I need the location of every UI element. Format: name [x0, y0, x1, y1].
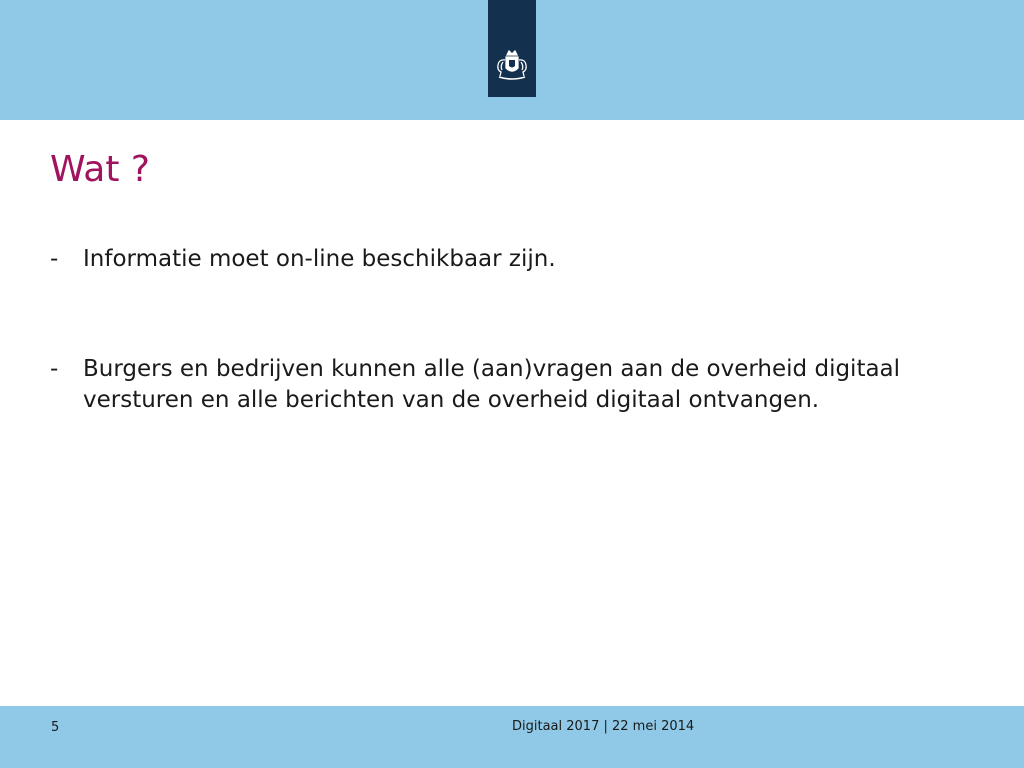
slide-title: Wat ?	[50, 149, 151, 190]
bullet-marker: -	[50, 356, 59, 382]
page-number: 5	[51, 720, 60, 735]
government-logo	[488, 0, 536, 97]
bullet-marker: -	[50, 246, 59, 272]
coat-of-arms-icon	[491, 48, 533, 84]
bullet-item	[50, 244, 930, 275]
bullet-text: Burgers en bedrijven kunnen alle (aan)vragen aan de overheid digitaal versturen en alle berichten van de overheid digitaal ontvangen.	[83, 356, 901, 413]
footer-text: Digitaal 2017 | 22 mei 2014	[512, 719, 695, 734]
bullet-item	[50, 354, 930, 416]
footer-band	[0, 706, 1024, 768]
bullet-list	[50, 244, 930, 416]
bullet-text: Informatie moet on-line beschikbaar zijn.	[83, 246, 556, 272]
